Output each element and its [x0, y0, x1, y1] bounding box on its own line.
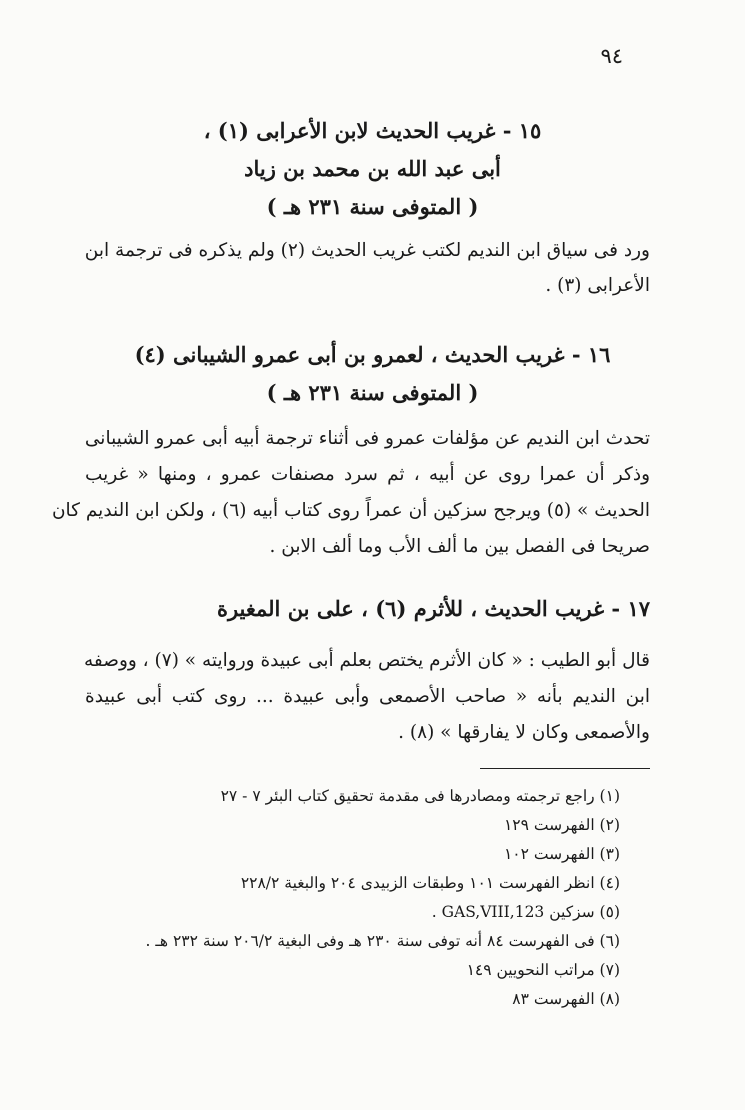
section-17-body-line: قال أبو الطيب : « كان الأثرم يختص بعلم أبى عبيدة وروايته » (٧) ، ووصفه	[83, 650, 650, 671]
section-16-death-date: ( المتوفى سنة ٢٣١ هـ )	[266, 380, 479, 405]
section-16-body-line: وذكر أن عمرا روى عن أبيه ، ثم سرد مصنفات عمرو ، ومنها « غريب	[85, 464, 650, 485]
section-15-body-line: الأعرابى (٣) .	[545, 275, 650, 296]
footnote: (٨) الفهرست ٨٣	[512, 990, 620, 1008]
footnote: (٥) سزكين GAS,VIII,123 .	[431, 903, 620, 921]
footnote: (٢) الفهرست ١٢٩	[503, 816, 620, 834]
footnote: (٤) انظر الفهرست ١٠١ وطبقات الزبيدى ٢٠٤ والبغية ٢٢٨/٢	[240, 874, 620, 892]
section-15-subtitle: أبى عبد الله بن محمد بن زياد	[244, 156, 501, 181]
section-16-body-line: تحدث ابن النديم عن مؤلفات عمرو فى أثناء ترجمة أبيه أبى عمرو الشيبانى	[84, 428, 650, 449]
section-15-death-date: ( المتوفى سنة ٢٣١ هـ )	[266, 194, 479, 219]
section-15-title: ١٥ - غريب الحديث لابن الأعرابى (١) ،	[203, 118, 542, 143]
section-17-body-line: ابن النديم بأنه « صاحب الأصمعى وأبى عبيدة ... روى كتب أبى عبيدة	[85, 686, 650, 707]
section-16-body-line: الحديث » (٥) ويرجح سزكين أن عمراً روى كتاب أبيه (٦) ، ولكن ابن النديم كان	[51, 500, 650, 521]
footnote: (١) راجع ترجمته ومصادرها فى مقدمة تحقيق كتاب البئر ٧ - ٢٧	[220, 787, 620, 805]
section-15-body-line: ورد فى سياق ابن النديم لكتب غريب الحديث (٢) ولم يذكره فى ترجمة ابن	[84, 240, 650, 261]
footnote-separator	[480, 768, 650, 769]
section-16-title: ١٦ - غريب الحديث ، لعمرو بن أبى عمرو الشيبانى (٤)	[134, 342, 611, 367]
footnote: (٧) مراتب النحويين ١٤٩	[466, 961, 620, 979]
footnote: (٣) الفهرست ١٠٢	[503, 845, 620, 863]
section-17-title: ١٧ - غريب الحديث ، للأثرم (٦) ، على بن المغيرة	[216, 596, 650, 621]
section-17-body-line: والأصمعى وكان لا يفارقها » (٨) .	[398, 722, 650, 743]
section-16-body-line: صريحا فى الفصل بين ما ألف الأب وما ألف الابن .	[269, 536, 650, 557]
footnote: (٦) فى الفهرست ٨٤ أنه توفى سنة ٢٣٠ هـ وفى البغية ٢٠٦/٢ سنة ٢٣٢ هـ .	[145, 932, 620, 950]
page-number: ٩٤	[600, 44, 623, 68]
